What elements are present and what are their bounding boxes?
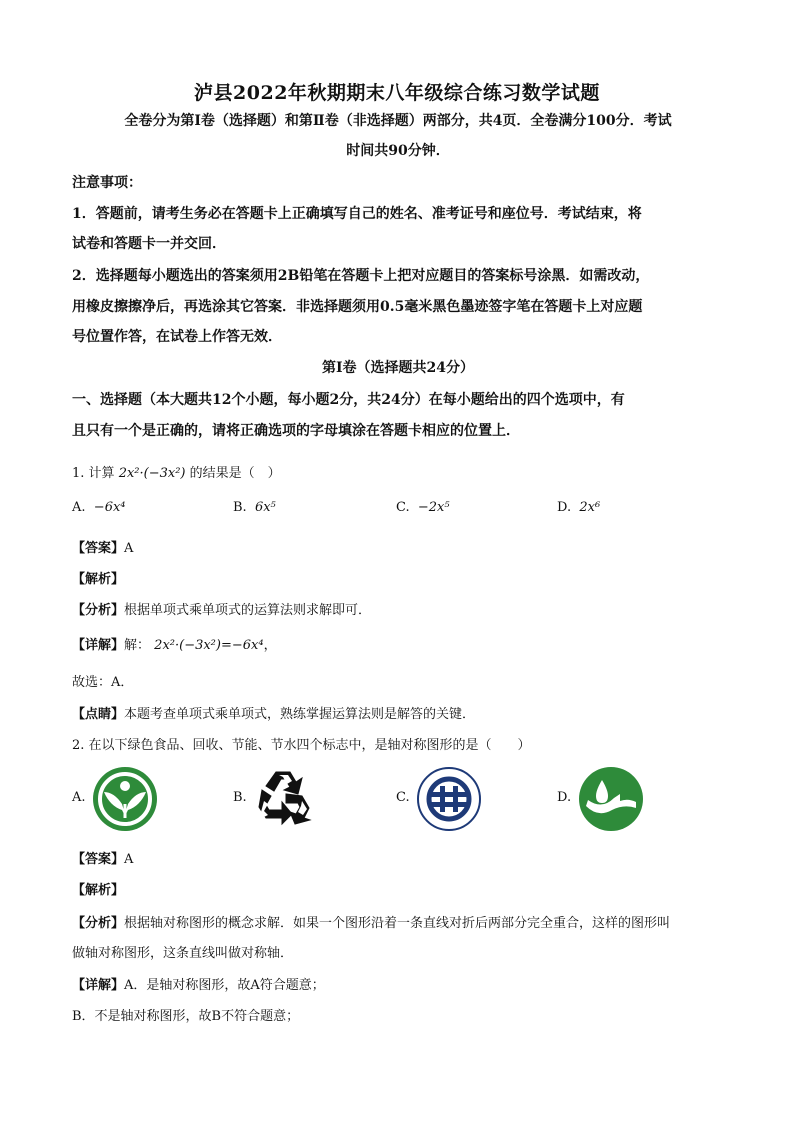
- energy-saving-icon: [416, 766, 482, 832]
- recycle-icon: [254, 766, 320, 830]
- green-food-icon: [92, 766, 158, 832]
- q1-point: 【点睛】本题考查单项式乘单项式，熟练掌握运算法则是解答的关键．: [72, 707, 476, 722]
- q2-option-c-label: C.: [396, 790, 410, 805]
- q1-answer: 【答案】A: [72, 541, 134, 556]
- q1-option-a: A. −6x⁴: [72, 500, 126, 515]
- notice-1-line-1: 1．答题前，请考生务必在答题卡上正确填写自己的姓名、准考证号和座位号．考试结束，将: [72, 206, 642, 222]
- section-1-line-2: 且只有一个是正确的，请将正确选项的字母填涂在答题卡相应的位置上．: [72, 423, 520, 439]
- intro-line-1: 全卷分为第Ⅰ卷（选择题）和第Ⅱ卷（非选择题）两部分，共4页．全卷满分100分．考试: [124, 113, 672, 129]
- q1-analysis-tag: 【解析】: [72, 572, 125, 587]
- q1-stem: [72, 462, 724, 481]
- q1-expression: 2x²·(−3x²): [118, 466, 186, 481]
- q2-option-d-label: D.: [557, 790, 572, 805]
- q1-detail: 【详解】解： 2x²·(−3x²)=−6x⁴，: [72, 638, 277, 653]
- q2-stem: 2. 在以下绿色食品、回收、节能、节水四个标志中，是轴对称图形的是（ ）: [72, 738, 531, 753]
- intro-line-2: 时间共90分钟．: [346, 143, 450, 159]
- notice-2-line-2: 用橡皮擦擦净后，再选涂其它答案．非选择题须用0.5毫米黑色墨迹签字笔在答题卡上对应题: [72, 299, 643, 315]
- q1-fenxi: 【分析】根据单项式乘单项式的运算法则求解即可．: [72, 603, 372, 618]
- q2-detail-a: 【详解】A．是轴对称图形，故A符合题意；: [72, 978, 325, 993]
- notice-2-line-3: 号位置作答，在试卷上作答无效．: [72, 329, 282, 345]
- notice-title: 注意事项：: [72, 175, 142, 191]
- q2-option-a-label: A.: [72, 790, 86, 805]
- q2-fenxi-line-1: 【分析】根据轴对称图形的概念求解．如果一个图形沿着一条直线对折后两部分完全重合，这样的图形叫: [72, 916, 671, 931]
- notice-2-line-1: 2．选择题每小题选出的答案须用2B铅笔在答题卡上把对应题目的答案标号涂黑．如需改动，: [72, 268, 650, 284]
- q2-option-b-label: B.: [233, 790, 247, 805]
- q2-answer: 【答案】A: [72, 852, 134, 867]
- q1-suffix: 的结果是（ ）: [189, 466, 281, 481]
- section-1-line-1: 一、选择题（本大题共12个小题，每小题2分，共24分）在每小题给出的四个选项中，有: [72, 392, 625, 408]
- q1-option-b: B. 6x⁵: [233, 500, 276, 515]
- q2-fenxi-line-2: 做轴对称图形，这条直线叫做对称轴．: [72, 946, 294, 961]
- water-saving-icon: [578, 766, 644, 832]
- q1-option-d: D. 2x⁶: [557, 500, 601, 515]
- q1-choice: 故选：A．: [72, 675, 134, 690]
- q1-prefix: 1. 计算: [72, 466, 115, 481]
- q2-analysis-tag: 【解析】: [72, 883, 125, 898]
- notice-1-line-2: 试卷和答题卡一并交回．: [72, 236, 226, 252]
- page-title: 泸县2022年秋期期末八年级综合练习数学试题: [194, 82, 600, 104]
- q1-option-c: C. −2x⁵: [396, 500, 450, 515]
- q2-detail-b: B．不是轴对称图形，故B不符合题意；: [72, 1009, 300, 1024]
- part-1-title: 第Ⅰ卷（选择题共24分）: [321, 360, 475, 376]
